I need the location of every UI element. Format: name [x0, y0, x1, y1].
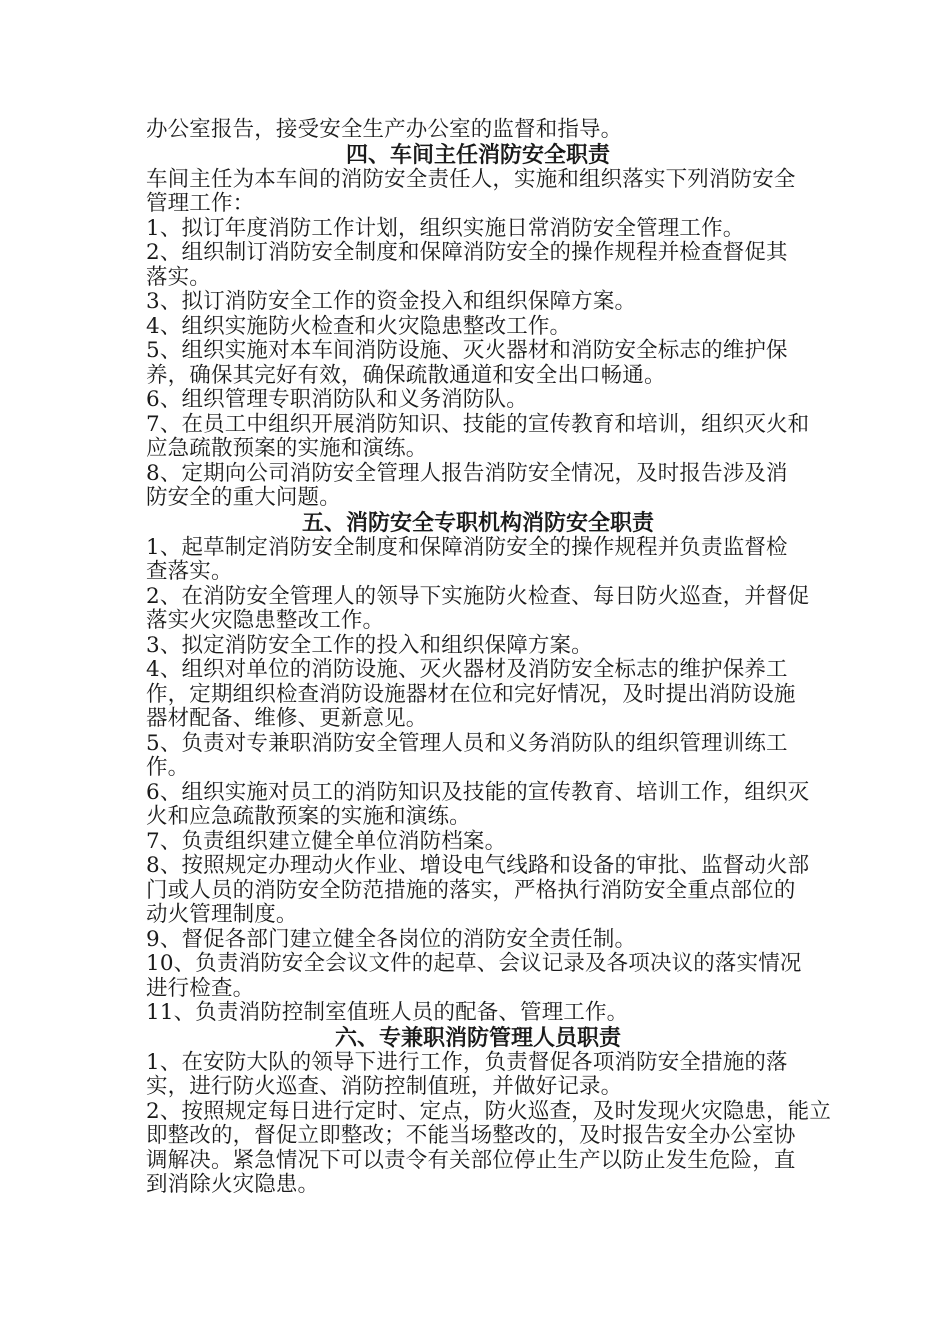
- section-4-line: 防安全的重大问题。: [146, 485, 341, 510]
- section-5-line: 2、在消防安全管理人的领导下实施防火检查、每日防火巡查，并督促: [146, 583, 810, 609]
- section-4-body: [146, 168, 810, 511]
- section-5-line: 查落实。: [146, 559, 233, 584]
- section-5-line: 6、组织实施对员工的消防知识及技能的宣传教育、培训工作，组织灭: [146, 779, 810, 805]
- section-5-line: 进行检查。: [146, 975, 255, 1001]
- section-5-line: 11、负责消防控制室值班人员的配备、管理工作。: [146, 1000, 629, 1025]
- section-4-line: 6、组织管理专职消防队和义务消防队。: [146, 387, 528, 412]
- section-5-line: 门或人员的消防安全防范措施的落实，严格执行消防安全重点部位的: [146, 877, 796, 903]
- section-6-line: 调解决。紧急情况下可以责令有关部位停止生产以防止发生危险，直: [146, 1147, 796, 1173]
- section-5-heading: 五、消防安全专职机构消防安全职责: [301, 509, 654, 536]
- section-5-line: 落实火灾隐患整改工作。: [146, 608, 385, 633]
- section-6-body: [146, 1049, 831, 1198]
- section-4-line: 应急疏散预案的实施和演练。: [146, 436, 428, 461]
- section-4-line: 2、组织制订消防安全制度和保障消防安全的操作规程并检查督促其: [146, 240, 788, 265]
- section-5-line: 3、拟定消防安全工作的投入和组织保障方案。: [146, 632, 593, 658]
- section-5-line: 10、负责消防安全会议文件的起草、会议记录及各项决议的落实情况: [146, 951, 802, 976]
- section-6-line: 2、按照规定每日进行定时、定点，防火巡查，及时发现火灾隐患，能立: [146, 1098, 831, 1124]
- section-6-line: 1、在安防大队的领导下进行工作，负责督促各项消防安全措施的落: [146, 1049, 788, 1075]
- section-6-line: 即整改的，督促立即整改；不能当场整改的，及时报告安全办公室协: [146, 1123, 796, 1148]
- section-5-line: 1、起草制定消防安全制度和保障消防安全的操作规程并负责监督检: [146, 534, 788, 560]
- section-4-line: 7、在员工中组织开展消防知识、技能的宣传教育和培训，组织灭火和: [146, 411, 810, 437]
- section-6-line: 到消除火灾隐患。: [146, 1172, 320, 1197]
- section-5-line: 7、负责组织建立健全单位消防档案。: [146, 828, 507, 854]
- section-4-line: 4、组织实施防火检查和火灾隐患整改工作。: [146, 313, 572, 339]
- section-4-line: 管理工作：: [146, 191, 255, 216]
- document-page: [146, 117, 831, 1198]
- section-5-body: [146, 536, 810, 1026]
- section-5-line: 8、按照规定办理动火作业、增设电气线路和设备的审批、监督动火部: [146, 853, 810, 878]
- section-4-line: 车间主任为本车间的消防安全责任人，实施和组织落实下列消防安全: [146, 166, 796, 192]
- section-5-line: 作，定期组织检查消防设施器材在位和完好情况，及时提出消防设施: [146, 681, 796, 707]
- section-4-line: 5、组织实施对本车间消防设施、灭火器材和消防安全标志的维护保: [146, 338, 788, 363]
- section-5-line: 作。: [146, 755, 190, 780]
- section-6-heading: 六、专兼职消防管理人员职责: [334, 1024, 621, 1051]
- section-5-line: 器材配备、维修、更新意见。: [146, 706, 428, 731]
- section-4-line: 3、拟订消防安全工作的资金投入和组织保障方案。: [146, 289, 637, 314]
- section-4-line: 养，确保其完好有效，确保疏散通道和安全出口畅通。: [146, 362, 666, 388]
- section-4-line: 1、拟订年度消防工作计划，组织实施日常消防安全管理工作。: [146, 215, 745, 241]
- section-5-line: 动火管理制度。: [146, 902, 298, 927]
- intro-line: 办公室报告，接受安全生产办公室的监督和指导。: [146, 117, 623, 142]
- section-4-heading: 四、车间主任消防安全职责: [345, 141, 610, 168]
- section-4-line: 8、定期向公司消防安全管理人报告消防安全情况，及时报告涉及消: [146, 460, 788, 486]
- section-5-line: 火和应急疏散预案的实施和演练。: [146, 804, 471, 829]
- section-4-line: 落实。: [146, 264, 211, 290]
- section-5-line: 4、组织对单位的消防设施、灭火器材及消防安全标志的维护保养工: [146, 657, 788, 682]
- section-5-line: 9、督促各部门建立健全各岗位的消防安全责任制。: [146, 926, 637, 952]
- section-5-line: 5、负责对专兼职消防安全管理人员和义务消防队的组织管理训练工: [146, 730, 788, 756]
- section-6-line: 实，进行防火巡查、消防控制值班，并做好记录。: [146, 1074, 623, 1099]
